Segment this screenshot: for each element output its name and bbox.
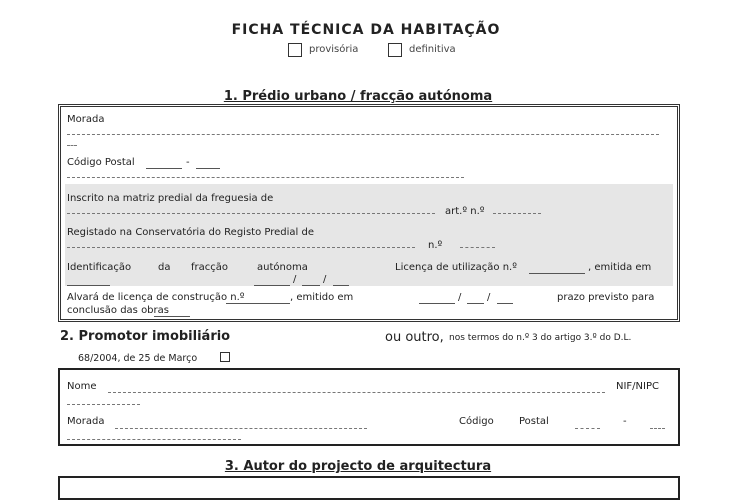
morada-field-cont[interactable] xyxy=(67,145,77,146)
section2-heading: 2. Promotor imobiliário xyxy=(60,329,231,344)
alvara-field[interactable] xyxy=(226,303,290,304)
conclusao-field[interactable] xyxy=(154,316,190,317)
definitiva-label: definitiva xyxy=(409,44,456,55)
codigo-postal-field-2[interactable] xyxy=(196,168,220,169)
localidade-field[interactable] xyxy=(67,177,464,178)
licenca-field[interactable] xyxy=(529,273,585,274)
termos-label: nos termos do n.º 3 do artigo 3.º do D.L. xyxy=(449,333,632,343)
alvara-month[interactable] xyxy=(467,303,484,304)
licenca-month[interactable] xyxy=(302,285,320,286)
form-title: FICHA TÉCNICA DA HABITAÇÃO xyxy=(231,22,501,38)
art-field[interactable] xyxy=(493,213,541,214)
provisoria-label: provisória xyxy=(309,44,359,55)
conclusao-label: conclusão das obras xyxy=(67,305,169,316)
section3-heading: 3. Autor do projecto de arquitectura xyxy=(224,459,492,474)
alvara-label: Alvará de licença de construção n.º xyxy=(67,292,245,303)
identificacao-word: Identificação xyxy=(67,262,132,273)
ou-outro-label: ou outro, xyxy=(385,330,444,345)
identificacao-word: autónoma xyxy=(257,262,308,273)
localidade2-field[interactable] xyxy=(67,439,241,440)
codigo-postal-field-1[interactable] xyxy=(146,168,182,169)
licenca-label: Licença de utilização n.º xyxy=(395,262,517,273)
emitido-label: , emitido em xyxy=(290,292,354,303)
nome-label: Nome xyxy=(67,381,97,392)
freguesia-field[interactable] xyxy=(67,213,435,214)
fraccao-field[interactable] xyxy=(67,285,110,286)
nif-label: NIF/NIPC xyxy=(616,381,659,392)
conservatoria-field[interactable] xyxy=(67,247,415,248)
morada2-field[interactable] xyxy=(115,428,367,429)
inscrito-label: Inscrito na matriz predial da freguesia de xyxy=(67,193,274,204)
section1-heading: 1. Prédio urbano / fracção autónoma xyxy=(223,89,493,104)
cp2-field-1[interactable] xyxy=(575,428,600,429)
section2-box xyxy=(58,368,680,446)
emitida-label: , emitida em xyxy=(588,262,652,273)
slash: / xyxy=(323,274,327,285)
registado-label: Registado na Conservatória do Registo Predial de xyxy=(67,227,314,238)
codigo-postal-label: Código Postal xyxy=(67,157,135,168)
postal-label: Postal xyxy=(519,416,549,427)
licenca-day[interactable] xyxy=(254,285,290,286)
n-label: n.º xyxy=(428,240,443,251)
dash: - xyxy=(623,416,627,427)
prazo-label: prazo previsto para xyxy=(557,292,655,303)
dash: - xyxy=(186,157,190,168)
provisoria-checkbox[interactable] xyxy=(288,43,302,57)
morada-field[interactable] xyxy=(67,134,659,135)
morada-label: Morada xyxy=(67,114,105,125)
registo-n-field[interactable] xyxy=(460,247,495,248)
outro-checkbox[interactable] xyxy=(220,352,230,362)
alvara-day[interactable] xyxy=(419,303,455,304)
codigo-label: Código xyxy=(459,416,494,427)
decreto-label: 68/2004, de 25 de Março xyxy=(78,353,198,364)
definitiva-checkbox[interactable] xyxy=(388,43,402,57)
cp2-field-2[interactable] xyxy=(650,428,665,429)
licenca-year[interactable] xyxy=(333,285,349,286)
identificacao-word: da xyxy=(158,262,171,273)
alvara-year[interactable] xyxy=(497,303,513,304)
nif-field[interactable] xyxy=(67,404,140,405)
nome-field[interactable] xyxy=(108,392,605,393)
slash: / xyxy=(458,292,462,303)
slash: / xyxy=(293,274,297,285)
identificacao-word: fracção xyxy=(191,262,229,273)
morada2-label: Morada xyxy=(67,416,105,427)
art-label: art.º n.º xyxy=(445,206,485,217)
slash: / xyxy=(487,292,491,303)
